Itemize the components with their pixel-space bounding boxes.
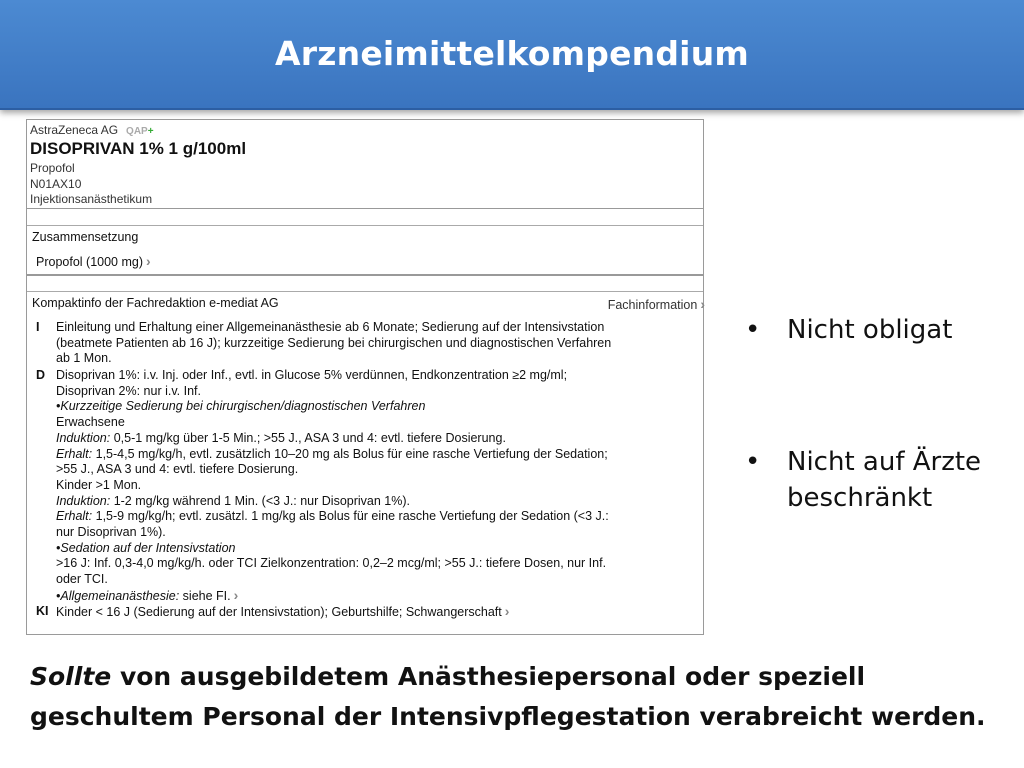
text-line	[56, 431, 696, 447]
compact-info-label: Kompaktinfo der Fachredaktion e-mediat AG	[32, 296, 279, 310]
text-line: nur Disoprivan 1%).	[56, 525, 166, 540]
fachinformation-link[interactable]	[608, 296, 705, 312]
bullet-list	[745, 312, 1015, 516]
text-line: >55 J., ASA 3 und 4: evtl. tiefere Dosierung.	[56, 462, 299, 477]
text-line: >16 J: Inf. 0,3-4,0 mg/kg/h. oder TCI Zielkonzentration: 0,2–2 mcg/ml; >55 J.: tiefere Dosen, nur Inf.	[56, 556, 607, 571]
text-line: ab 1 Mon.	[56, 351, 112, 366]
chevron-right-icon[interactable]: ›	[233, 586, 239, 603]
text-line: oder TCI.	[56, 572, 108, 587]
drug-category: Injektionsanästhetikum	[30, 192, 153, 206]
text-span: Induktion:	[56, 493, 111, 508]
drug-info-screenshot	[26, 119, 704, 635]
text-line: •Sedation auf der Intensivstation	[56, 540, 236, 555]
bullet-item	[745, 444, 1015, 516]
bullet-icon: •	[745, 447, 761, 477]
qap-badge-label: QAP	[126, 126, 148, 137]
dosage-text	[56, 368, 696, 605]
text-line: Disoprivan 1%: i.v. Inj. oder Inf., evtl. in Glucose 5% verdünnen, Endkonzentration ≥2 mg/ml;	[56, 368, 568, 382]
atc-code: N01AX10	[30, 177, 82, 191]
text-span: 1,5-4,5 mg/kg/h, evtl. zusätzlich 10–20 mg als Bolus für eine rasche Vertiefung der Sedation;	[92, 446, 608, 461]
company-label: AstraZeneca AG	[30, 123, 119, 137]
text-line: Kinder >1 Mon.	[56, 477, 142, 492]
text-span: Erhalt:	[56, 446, 93, 461]
company-name	[30, 123, 154, 137]
fachinformation-label[interactable]: Fachinformation	[607, 298, 698, 312]
dosage-tag: D	[36, 368, 46, 382]
text-line	[56, 494, 696, 510]
text-line: (beatmete Patienten ab 16 J); kurzzeitige Sedierung bei chirurgischen und diagnostischen Verfahren	[56, 335, 612, 350]
text-line: Disoprivan 2%: nur i.v. Inf.	[56, 383, 201, 398]
chevron-right-icon[interactable]: ›	[700, 296, 705, 312]
contraindication-text	[56, 604, 696, 621]
slide-title: Arzneimittelkompendium	[275, 34, 749, 73]
substance: Propofol	[30, 161, 75, 175]
footer-statement	[30, 657, 1020, 737]
chevron-right-icon[interactable]: ›	[504, 603, 510, 619]
text-span: Erhalt:	[56, 509, 93, 524]
text-line: •Kurzzeitige Sedierung bei chirurgischen/diagnostischen Verfahren	[56, 399, 426, 414]
qap-badge	[126, 126, 154, 137]
text-line: Erwachsene	[56, 415, 125, 430]
bullet-text: Nicht auf Ärzte beschränkt	[787, 447, 982, 513]
text-span: siehe FI.	[179, 588, 231, 603]
indication-tag: I	[36, 320, 40, 334]
chevron-right-icon[interactable]: ›	[146, 253, 151, 269]
contraindication-tag: KI	[36, 604, 49, 618]
text-span: 1,5-9 mg/kg/h; evtl. zusätzl. 1 mg/kg als Bolus für eine rasche Vertiefung der Sedation (<3 J.:	[92, 509, 609, 524]
bullet-item	[745, 312, 1015, 348]
text-line	[56, 447, 696, 463]
qap-plus-icon: +	[147, 126, 154, 137]
composition-link[interactable]	[36, 253, 151, 269]
footer-text: von ausgebildetem Anästhesiepersonal oder speziell geschultem Personal der Intensivpflegestation verabreicht werden.	[30, 662, 986, 731]
text-line	[56, 588, 696, 605]
text-span: Kinder < 16 J (Sedierung auf der Intensivstation); Geburtshilfe; Schwangerschaft	[56, 605, 502, 619]
text-line	[56, 509, 696, 525]
bullet-icon: •	[745, 315, 761, 345]
product-name: DISOPRIVAN 1% 1 g/100ml	[30, 139, 247, 158]
text-line: Einleitung und Erhaltung einer Allgemeinanästhesie ab 6 Monate; Sedierung auf der Intensivstation	[56, 320, 605, 334]
drug-header	[27, 120, 703, 209]
compact-info-section	[27, 291, 703, 634]
text-span: 0,5-1 mg/kg über 1-5 Min.; >55 J., ASA 3 und 4: evtl. tiefere Dosierung.	[110, 430, 506, 445]
footer-emphasis: Sollte	[30, 662, 112, 691]
composition-label: Zusammensetzung	[32, 230, 139, 244]
composition-section	[27, 225, 703, 276]
composition-value[interactable]: Propofol (1000 mg)	[36, 255, 144, 269]
slide-title-bar	[0, 0, 1024, 110]
text-span: •Allgemeinanästhesie:	[56, 588, 180, 603]
text-span: Induktion:	[56, 430, 111, 445]
bullet-text: Nicht obligat	[787, 315, 953, 345]
indication-text	[56, 320, 696, 367]
text-span: 1-2 mg/kg während 1 Min. (<3 J.: nur Disoprivan 1%).	[110, 493, 410, 508]
